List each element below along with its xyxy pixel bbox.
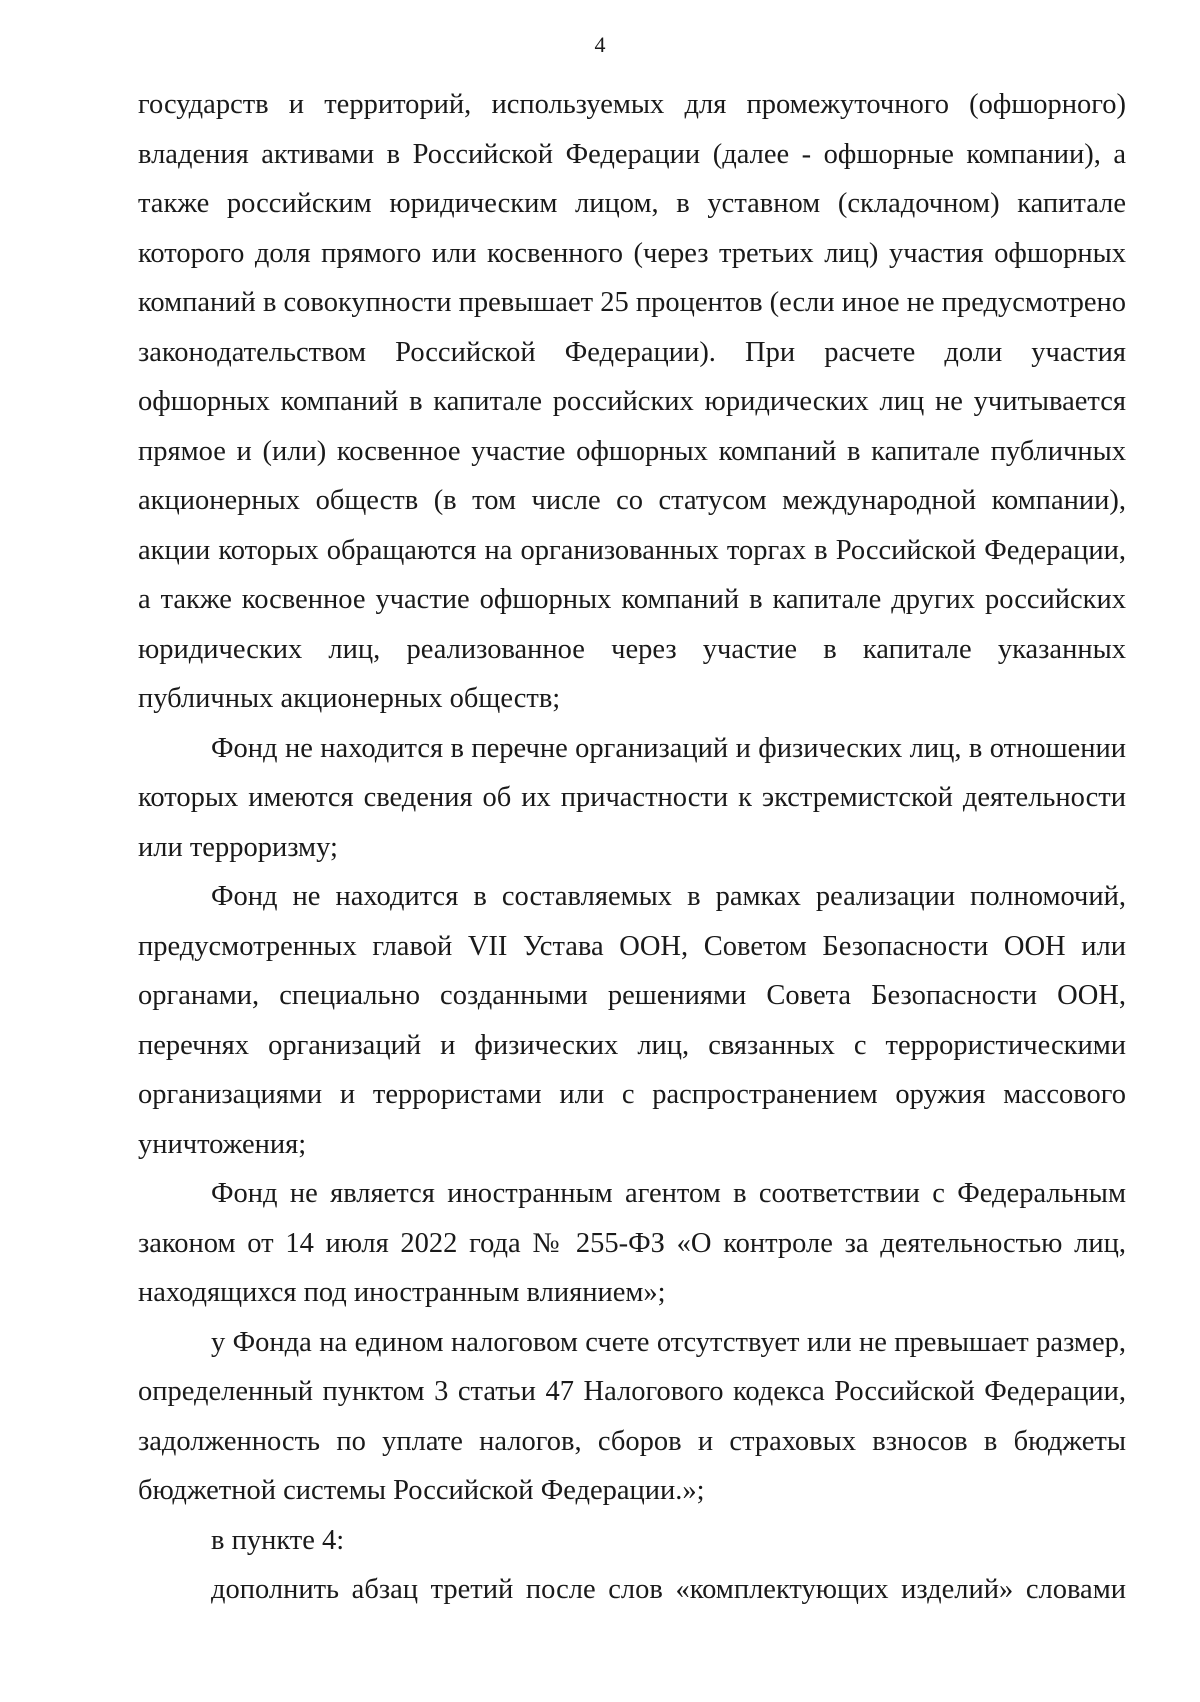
paragraph-foreign-agent: Фонд не является иностранным агентом в соответствии с Федеральным законом от 14 июля 2022 года № 255-ФЗ «О контроле за деятельностью лиц, находящихся под иностранным влиянием»;	[138, 1178, 1126, 1308]
paragraph-un-sanctions-list: Фонд не находится в составляемых в рамках реализации полномочий, предусмотренных главой VII Устава ООН, Советом Безопасности ООН или органами, специально созданными решениями Совета Безопасности ООН, перечнях организаций и физических лиц, связанных с террористическими организациями и террористами или с распространением оружия массового уничтожения;	[138, 881, 1126, 1160]
paragraph-extremism-list: Фонд не находится в перечне организаций и физических лиц, в отношении которых имеются сведения об их причастности к экстремистской деятельности или терроризму;	[138, 732, 1126, 863]
paragraph-point-4: в пункте 4:	[211, 1524, 345, 1556]
paragraph-amendment: дополнить абзац третий после слов «комплектующих изделий» словами	[211, 1574, 1126, 1605]
paragraph-tax-debt: у Фонда на едином налоговом счете отсутствует или не превышает размер, определенный пунктом 3 статьи 47 Налогового кодекса Российской Федерации, задолженность по уплате налогов, сборов и страховых взносов в бюджеты бюджетной системы Российской Федерации.»;	[138, 1326, 1126, 1506]
page-number: 4	[594, 32, 606, 57]
document-body	[138, 80, 1126, 1615]
paragraph-offshore-companies: государств и территорий, используемых для промежуточного (офшорного) владения активами в Российской Федерации (далее - офшорные компании), а также российским юридическим лицом, в уставном (складочном) капитале которого доля прямого или косвенного (через третьих лиц) участия офшорных компаний в совокупности превышает 25 процентов (если иное не предусмотрено законодательством Российской Федерации). При расчете доли участия офшорных компаний в капитале российских юридических лиц не учитывается прямое и (или) косвенное участие офшорных компаний в капитале публичных акционерных обществ (в том числе со статусом международной компании), акции которых обращаются на организованных торгах в Российской Федерации, а также косвенное участие офшорных компаний в капитале других российских юридических лиц, реализованное через участие в капитале указанных публичных акционерных обществ;	[138, 89, 1126, 714]
